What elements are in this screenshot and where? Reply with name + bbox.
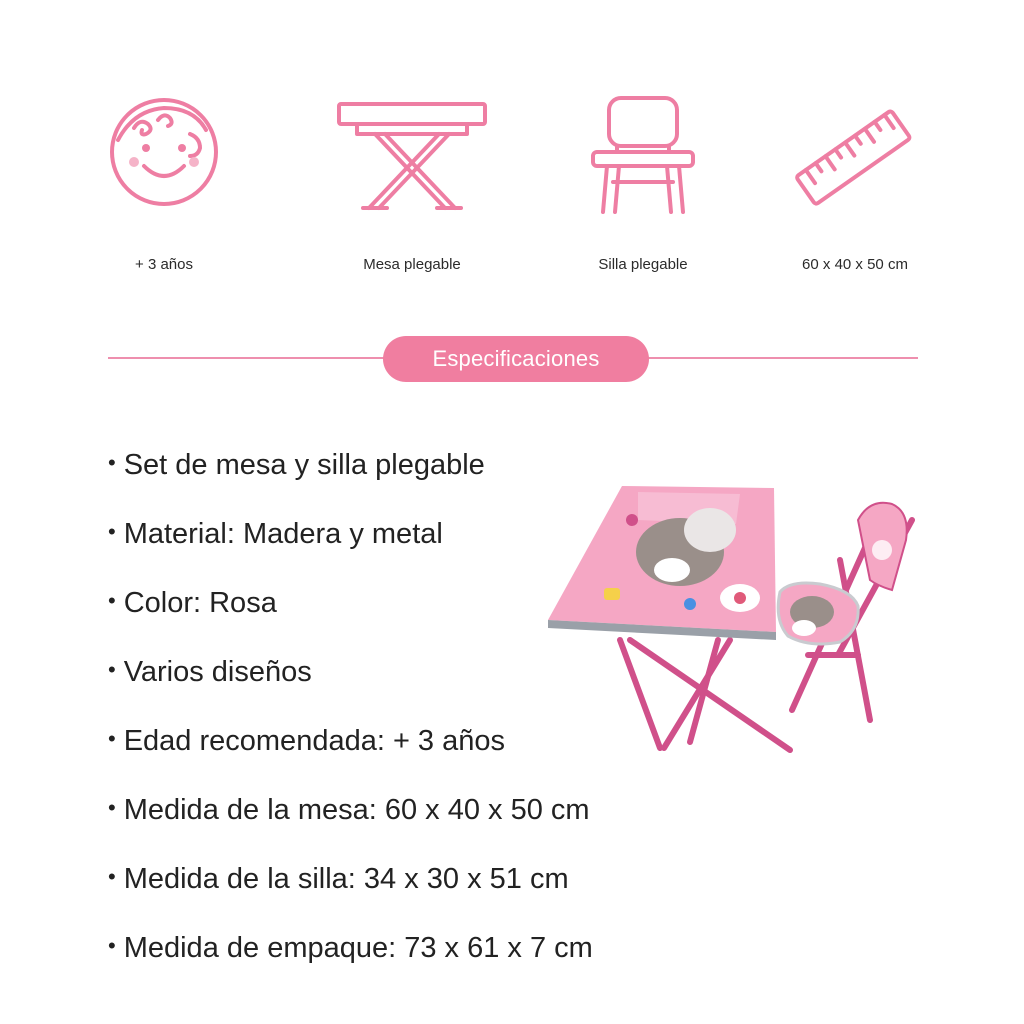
feature-folding-chair-label: Silla plegable (598, 256, 688, 273)
table-top (548, 486, 776, 640)
table-legs (620, 640, 790, 750)
ruler-icon (785, 90, 925, 230)
feature-folding-chair (543, 90, 743, 273)
child-face-icon (94, 90, 234, 230)
spec-list (108, 440, 593, 992)
spec-text: Medida de la mesa: 60 x 40 x 50 cm (123, 794, 590, 826)
list-item (108, 854, 593, 923)
bullet-icon: • (108, 795, 116, 820)
bullet-icon: • (108, 933, 116, 958)
list-item (108, 923, 593, 992)
bullet-icon: • (108, 864, 116, 889)
spec-text: Edad recomendada: + 3 años (123, 725, 506, 757)
chair-seat (778, 583, 858, 644)
bullet-icon: • (108, 588, 116, 613)
feature-dimensions-label: 60 x 40 x 50 cm (802, 256, 908, 273)
feature-folding-table-label: Mesa plegable (363, 256, 461, 273)
spec-text: Color: Rosa (123, 587, 277, 619)
list-item (108, 440, 593, 509)
spec-text: Material: Madera y metal (123, 518, 443, 550)
list-item (108, 647, 593, 716)
bullet-icon: • (108, 519, 116, 544)
list-item (108, 785, 593, 854)
folding-table-icon (327, 90, 497, 230)
chair-back (858, 503, 907, 590)
spec-text: Medida de la silla: 34 x 30 x 51 cm (123, 863, 569, 895)
feature-dimensions (755, 90, 955, 273)
product-image (540, 480, 930, 770)
section-title: Especificaciones (383, 336, 649, 382)
divider-line-left (108, 357, 398, 359)
feature-age (64, 90, 264, 273)
bullet-icon: • (108, 726, 116, 751)
list-item (108, 716, 593, 785)
list-item (108, 509, 593, 578)
divider-line-right (636, 357, 918, 359)
spec-text: Varios diseños (123, 656, 312, 688)
bullet-icon: • (108, 450, 116, 475)
spec-text: Medida de empaque: 73 x 61 x 7 cm (123, 932, 593, 964)
bullet-icon: • (108, 657, 116, 682)
folding-chair-icon (573, 90, 713, 230)
feature-folding-table (312, 90, 512, 273)
spec-text: Set de mesa y silla plegable (123, 449, 485, 481)
list-item (108, 578, 593, 647)
feature-age-label: + 3 años (135, 256, 193, 273)
